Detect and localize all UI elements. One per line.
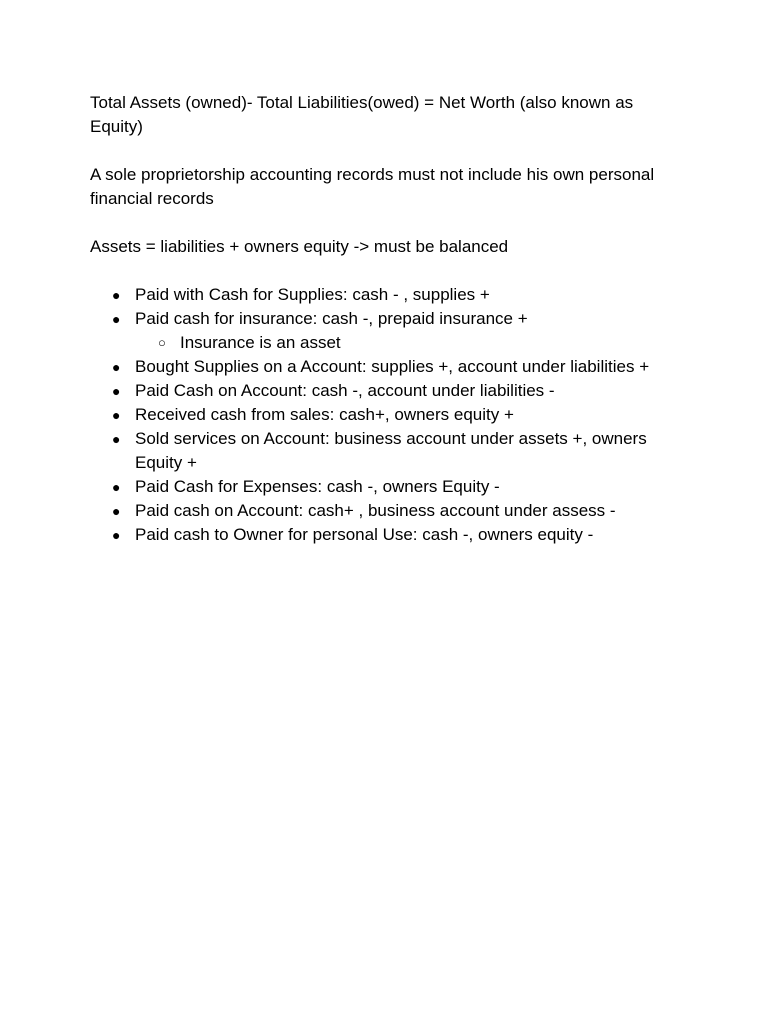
list-item-text: Bought Supplies on a Account: supplies +, account under liabilities + bbox=[135, 357, 650, 376]
bullet-icon: ● bbox=[112, 503, 121, 519]
list-item bbox=[90, 355, 680, 379]
transactions-bullet-list bbox=[90, 283, 678, 547]
bullet-icon: ● bbox=[112, 311, 121, 327]
list-item-text: Received cash from sales: cash+, owners equity + bbox=[135, 405, 514, 424]
list-item-text: Paid with Cash for Supplies: cash - , supplies + bbox=[135, 285, 490, 304]
list-item bbox=[90, 283, 680, 307]
bullet-icon: ● bbox=[112, 407, 121, 423]
list-item bbox=[90, 475, 680, 499]
list-item bbox=[90, 379, 680, 403]
sub-bullet-list bbox=[135, 331, 680, 355]
sub-list-item bbox=[135, 331, 680, 355]
list-item-text: Sold services on Account: business account under assets +, owners Equity + bbox=[135, 429, 647, 472]
list-item-text: Paid cash for insurance: cash -, prepaid insurance + bbox=[135, 309, 528, 328]
list-item-text: Paid cash on Account: cash+ , business account under assess - bbox=[135, 501, 616, 520]
bullet-icon: ● bbox=[112, 287, 121, 303]
bullet-icon: ● bbox=[112, 431, 121, 447]
bullet-icon: ● bbox=[112, 527, 121, 543]
bullet-icon: ● bbox=[112, 359, 121, 375]
list-item-text: Paid Cash for Expenses: cash -, owners Equity - bbox=[135, 477, 500, 496]
bullet-icon: ● bbox=[112, 383, 121, 399]
list-item-text: Paid Cash on Account: cash -, account under liabilities - bbox=[135, 381, 555, 400]
list-item bbox=[90, 403, 680, 427]
list-item bbox=[90, 523, 680, 547]
paragraph-sole-proprietorship: A sole proprietorship accounting records must not include his own personal financial records bbox=[90, 165, 655, 208]
paragraph-accounting-equation: Assets = liabilities + owners equity -> must be balanced bbox=[90, 237, 509, 256]
list-item bbox=[90, 427, 680, 475]
hollow-bullet-icon: ○ bbox=[158, 335, 166, 350]
list-item-text: Paid cash to Owner for personal Use: cash -, owners equity - bbox=[135, 525, 594, 544]
sub-list-item-text: Insurance is an asset bbox=[180, 333, 341, 352]
bullet-icon: ● bbox=[112, 479, 121, 495]
paragraph-net-worth: Total Assets (owned)- Total Liabilities(owed) = Net Worth (also known as Equity) bbox=[90, 93, 634, 136]
list-item bbox=[90, 307, 680, 355]
list-item bbox=[90, 499, 680, 523]
